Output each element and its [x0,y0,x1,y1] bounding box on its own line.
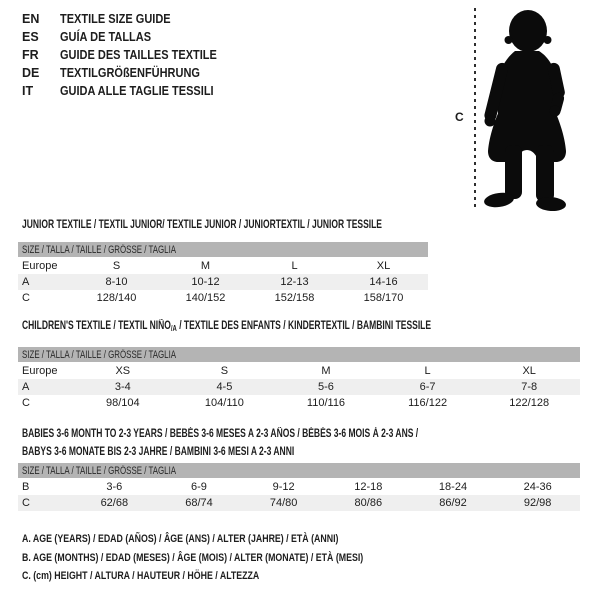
babies-size-header-bar [18,463,580,478]
row-label: C [22,292,30,304]
age-cell: 18-24 [438,481,468,493]
table-row-europe [18,258,428,274]
row-label: B [22,481,30,493]
children-size-table [18,347,580,411]
babies-table-title [22,425,557,461]
height-c-label: C [455,110,464,124]
row-label: C [22,497,30,509]
table-row-age-months [18,479,580,495]
age-cell: 12-18 [354,481,383,493]
height-cell: 116/122 [408,397,448,409]
legend-line-b: B. AGE (MONTHS) / EDAD (MESES) / ÂGE (MOIS) / ALTER (MONATE) / ETÀ (MESI) [22,551,364,564]
age-cell: 3-6 [106,481,123,493]
babies-title-line1: BABIES 3-6 MONTH TO 2-3 YEARS / BEBÉS 3-6 MESES A 2-3 AÑOS / BÉBÉS 3-6 MOIS À 2-3 ANS / [22,428,419,440]
height-cell: 140/152 [185,292,226,304]
age-cell: 5-6 [318,381,334,393]
size-cell: L [291,260,298,272]
size-cell: S [112,260,121,272]
legend-line-c: C. (cm) HEIGHT / ALTURA / HAUTEUR / HÖHE / ALTEZZA [22,570,260,583]
height-cell: 80/86 [354,497,383,509]
height-dotted-line [474,8,476,210]
junior-size-table [18,242,428,306]
junior-table-title: JUNIOR TEXTILE / TEXTIL JUNIOR/ TEXTILE JUNIOR / JUNIORTEXTIL / JUNIOR TESSILE [22,219,382,231]
size-header-label: SIZE / TALLA / TAILLE / GRÖSSE / TAGLIA [22,464,177,477]
junior-size-header-bar [18,242,428,257]
height-cell: 128/140 [96,292,137,304]
table-row-height [18,495,580,511]
row-label: Europe [22,365,58,377]
table-row-height [18,290,428,306]
size-cell: XS [115,365,131,377]
language-title: TEXTILGRÖßENFÜHRUNG [60,66,200,80]
age-cell: 6-9 [191,481,207,493]
height-cell: 98/104 [105,397,140,409]
height-cell: 110/116 [306,397,346,409]
age-cell: 9-12 [272,481,295,493]
language-row-de [22,64,238,82]
language-code: DE [22,66,40,80]
height-cell: 74/80 [269,497,298,509]
age-cell: 4-5 [216,381,233,393]
age-cell: 12-13 [280,276,309,288]
size-cell: M [321,365,331,377]
language-row-it [22,82,238,100]
language-row-en [22,10,238,28]
language-title: GUÍA DE TALLAS [60,30,152,44]
height-cell: 62/68 [100,497,129,509]
size-cell: L [424,365,431,377]
age-cell: 7-8 [521,381,538,393]
table-row-height [18,395,580,411]
size-cell: XL [376,260,391,272]
language-title: GUIDA ALLE TAGLIE TESSILI [60,84,214,98]
size-header-label: SIZE / TALLA / TAILLE / GRÖSSE / TAGLIA [22,348,177,361]
baby-silhouette-icon [483,7,593,212]
language-code: FR [22,48,39,62]
age-cell: 6-7 [419,381,436,393]
size-cell: S [220,365,229,377]
language-title-list [22,10,238,100]
language-code: IT [22,84,34,98]
language-code: EN [22,12,40,26]
measurement-legend [22,530,449,586]
row-label: A [22,381,30,393]
language-title: GUIDE DES TAILLES TEXTILE [60,48,217,62]
age-cell: 14-16 [369,276,398,288]
height-cell: 92/98 [523,497,552,509]
size-cell: M [200,260,211,272]
age-cell: 10-12 [191,276,220,288]
children-size-header-bar [18,347,580,362]
language-row-es [22,28,238,46]
language-code: ES [22,30,39,44]
age-cell: 24-36 [523,481,552,493]
children-table-title: CHILDREN'S TEXTILE / TEXTIL NIÑO/A / TEXTILE DES ENFANTS / KINDERTEXTIL / BAMBINI TESSILE [22,320,432,333]
age-cell: 8-10 [105,276,128,288]
language-row-fr [22,46,238,64]
nino-a-subscript: /A [170,324,177,333]
row-label: Europe [22,260,58,272]
table-row-europe [18,363,580,379]
row-label: C [22,397,30,409]
table-row-age [18,379,580,395]
table-row-age [18,274,428,290]
size-cell: XL [522,365,536,377]
legend-line-a: A. AGE (YEARS) / EDAD (AÑOS) / ÂGE (ANS) / ALTER (JAHRE) / ETÀ (ANNI) [22,533,339,546]
height-cell: 86/92 [439,497,467,509]
height-cell: 104/110 [204,397,244,409]
babies-size-table [18,463,580,511]
age-cell: 3-4 [114,381,131,393]
height-cell: 152/158 [274,292,315,304]
height-cell: 122/128 [509,397,550,409]
height-cell: 158/170 [363,292,404,304]
height-cell: 68/74 [185,497,213,509]
babies-title-line2: BABYS 3-6 MONATE BIS 2-3 JAHRE / BAMBINI 3-6 MESI A 2-3 ANNI [22,446,295,458]
language-title: TEXTILE SIZE GUIDE [60,12,171,26]
size-header-label: SIZE / TALLA / TAILLE / GRÖSSE / TAGLIA [22,243,177,256]
row-label: A [22,276,30,288]
